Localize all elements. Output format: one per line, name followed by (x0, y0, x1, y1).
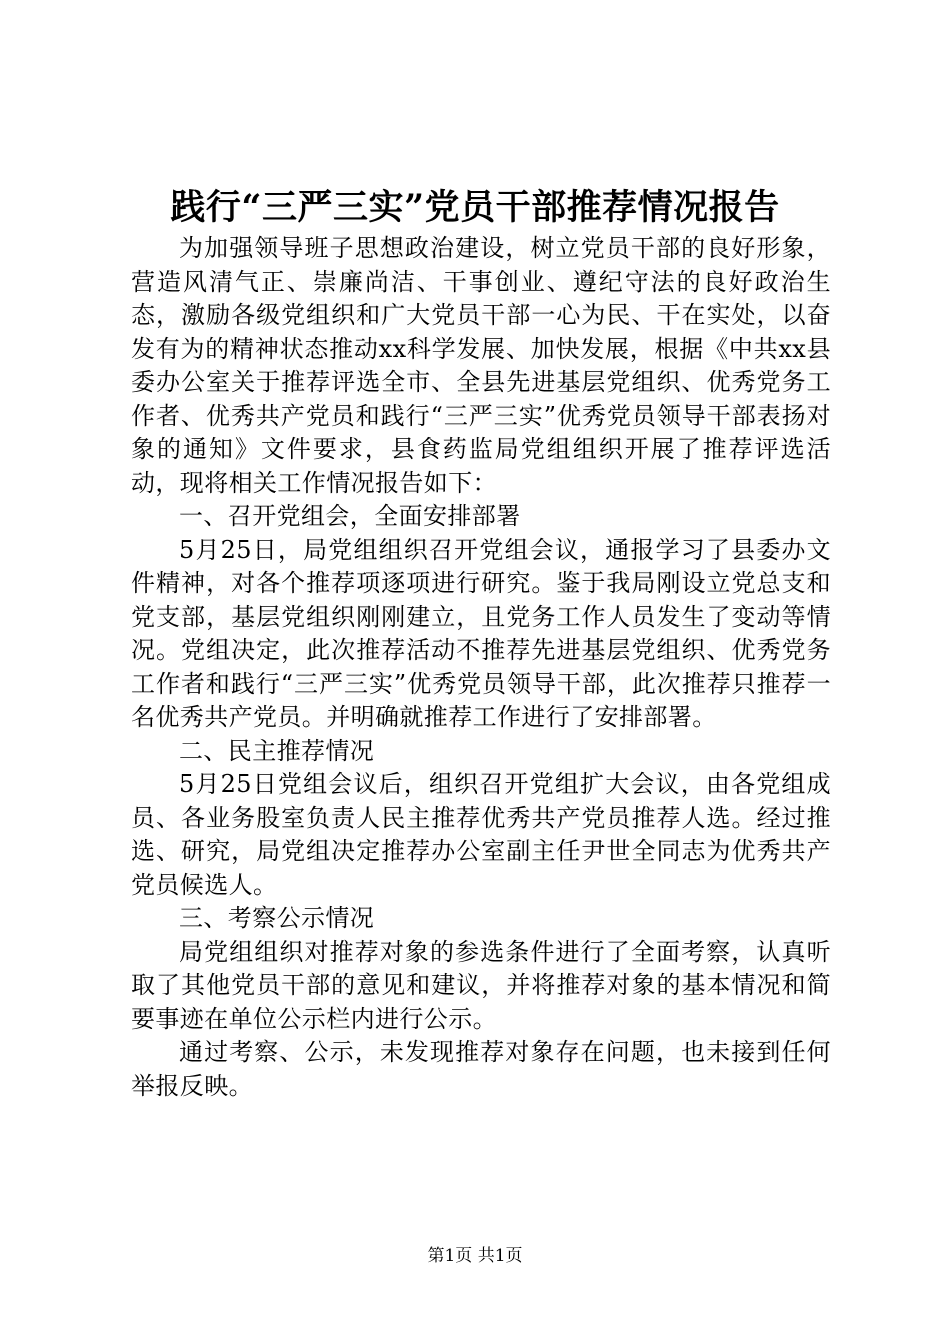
section-heading-1: 一、召开党组会，全面安排部署 (179, 502, 521, 530)
section-body-3: 局党组组织对推荐对象的参选条件进行了全面考察，认真听取了其他党员干部的意见和建议，并将推荐对象的基本情况和简要事迹在单位公示栏内进行公示。 (131, 937, 831, 1033)
section-body-2: 5月25日党组会议后，组织召开党组扩大会议，由各党组成员、各业务股室负责人民主推荐优秀共产党员推荐人选。经过推选、研究，局党组决定推荐办公室副主任尹世全同志为优秀共产党员候选人。 (131, 770, 831, 899)
page-number-footer: 第1页 共1页 (427, 1246, 523, 1266)
document-body (131, 232, 831, 1103)
conclusion-paragraph: 通过考察、公示，未发现推荐对象存在问题，也未接到任何举报反映。 (131, 1038, 831, 1100)
document-title: 践行“三严三实”党员干部推荐情况报告 (170, 187, 780, 228)
section-heading-3: 三、考察公示情况 (179, 904, 375, 932)
section-body-1: 5月25日，局党组组织召开党组会议，通报学习了县委办文件精神，对各个推荐项逐项进行研究。鉴于我局刚设立党总支和党支部，基层党组织刚刚建立，且党务工作人员发生了变动等情况。党组决定，此次推荐活动不推荐先进基层党组织、优秀党务工作者和践行“三严三实”优秀党员领导干部，此次推荐只推荐一名优秀共产党员。并明确就推荐工作进行了安排部署。 (131, 535, 831, 731)
intro-paragraph: 为加强领导班子思想政治建设，树立党员干部的良好形象，营造风清气正、崇廉尚洁、干事创业、遵纪守法的良好政治生态，激励各级党组织和广大党员干部一心为民、干在实处，以奋发有为的精神状态推动xx科学发展、加快发展，根据《中共xx县委办公室关于推荐评选全市、全县先进基层党组织、优秀党务工作者、优秀共产党员和践行“三严三实”优秀党员领导干部表扬对象的通知》文件要求，县食药监局党组组织开展了推荐评选活动，现将相关工作情况报告如下： (131, 234, 831, 497)
section-heading-2: 二、民主推荐情况 (179, 736, 375, 765)
